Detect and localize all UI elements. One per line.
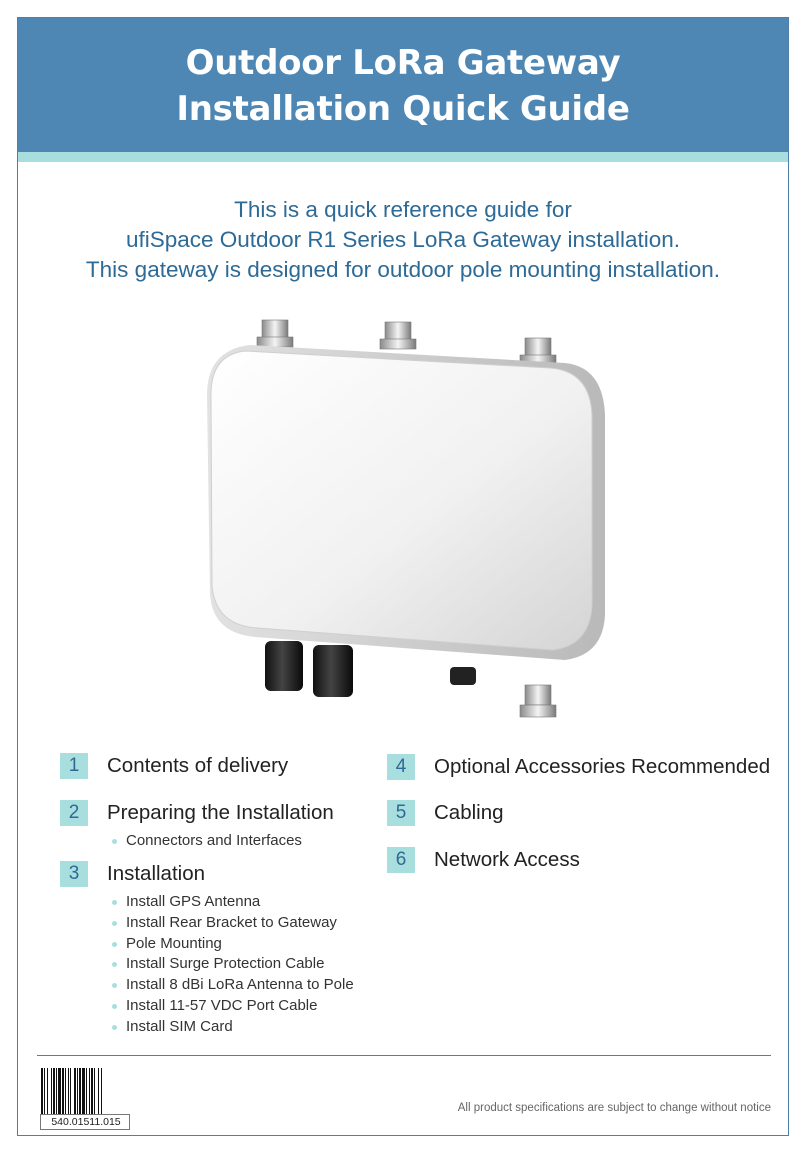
gateway-product-image xyxy=(195,315,615,725)
header-title-line2: Installation Quick Guide xyxy=(176,89,630,129)
toc-title: Optional Accessories Recommended xyxy=(434,755,771,778)
toc-title: Installation xyxy=(107,862,206,885)
intro-line1: This is a quick reference guide for xyxy=(234,197,572,222)
list-item: Install Surge Protection Cable xyxy=(110,954,354,975)
toc-title: Contents of delivery xyxy=(107,754,289,777)
barcode-number-box xyxy=(40,1114,130,1130)
bullet-icon xyxy=(112,921,117,926)
toc-title: Network Access xyxy=(434,848,580,871)
list-item: Connectors and Interfaces xyxy=(110,831,302,852)
intro-line2: ufiSpace Outdoor R1 Series LoRa Gateway installation. xyxy=(125,227,681,252)
intro-text xyxy=(18,195,788,285)
header-accent-band xyxy=(18,152,788,162)
toc-number: 6 xyxy=(387,847,415,873)
toc-sublist xyxy=(110,831,302,852)
disclaimer-text: All product specifications are subject to change without notice xyxy=(457,1102,771,1114)
toc-sublist xyxy=(110,892,354,1038)
toc-number: 3 xyxy=(60,861,88,887)
barcode-number: 540.01511.015 xyxy=(51,1116,121,1128)
toc-number: 1 xyxy=(60,753,88,779)
barcode-icon xyxy=(40,1068,130,1114)
bullet-icon xyxy=(112,962,117,967)
bullet-icon xyxy=(112,1004,117,1009)
toc-number: 2 xyxy=(60,800,88,826)
list-item: Install SIM Card xyxy=(110,1017,354,1038)
list-item: Install GPS Antenna xyxy=(110,892,354,913)
list-item: Pole Mounting xyxy=(110,934,354,955)
intro-line3: This gateway is designed for outdoor pole mounting installation. xyxy=(85,257,721,282)
bullet-icon xyxy=(112,942,117,947)
toc-number: 4 xyxy=(387,754,415,780)
list-item: Install 8 dBi LoRa Antenna to Pole xyxy=(110,975,354,996)
toc-title: Preparing the Installation xyxy=(107,801,334,824)
header-banner xyxy=(18,18,788,152)
toc-title: Cabling xyxy=(434,801,504,824)
list-item: Install Rear Bracket to Gateway xyxy=(110,913,354,934)
bullet-icon xyxy=(112,983,117,988)
footer-divider xyxy=(37,1055,771,1056)
bullet-icon xyxy=(112,839,117,844)
header-title-line1: Outdoor LoRa Gateway xyxy=(185,43,621,83)
toc-number: 5 xyxy=(387,800,415,826)
bullet-icon xyxy=(112,900,117,905)
bullet-icon xyxy=(112,1025,117,1030)
list-item: Install 11-57 VDC Port Cable xyxy=(110,996,354,1017)
